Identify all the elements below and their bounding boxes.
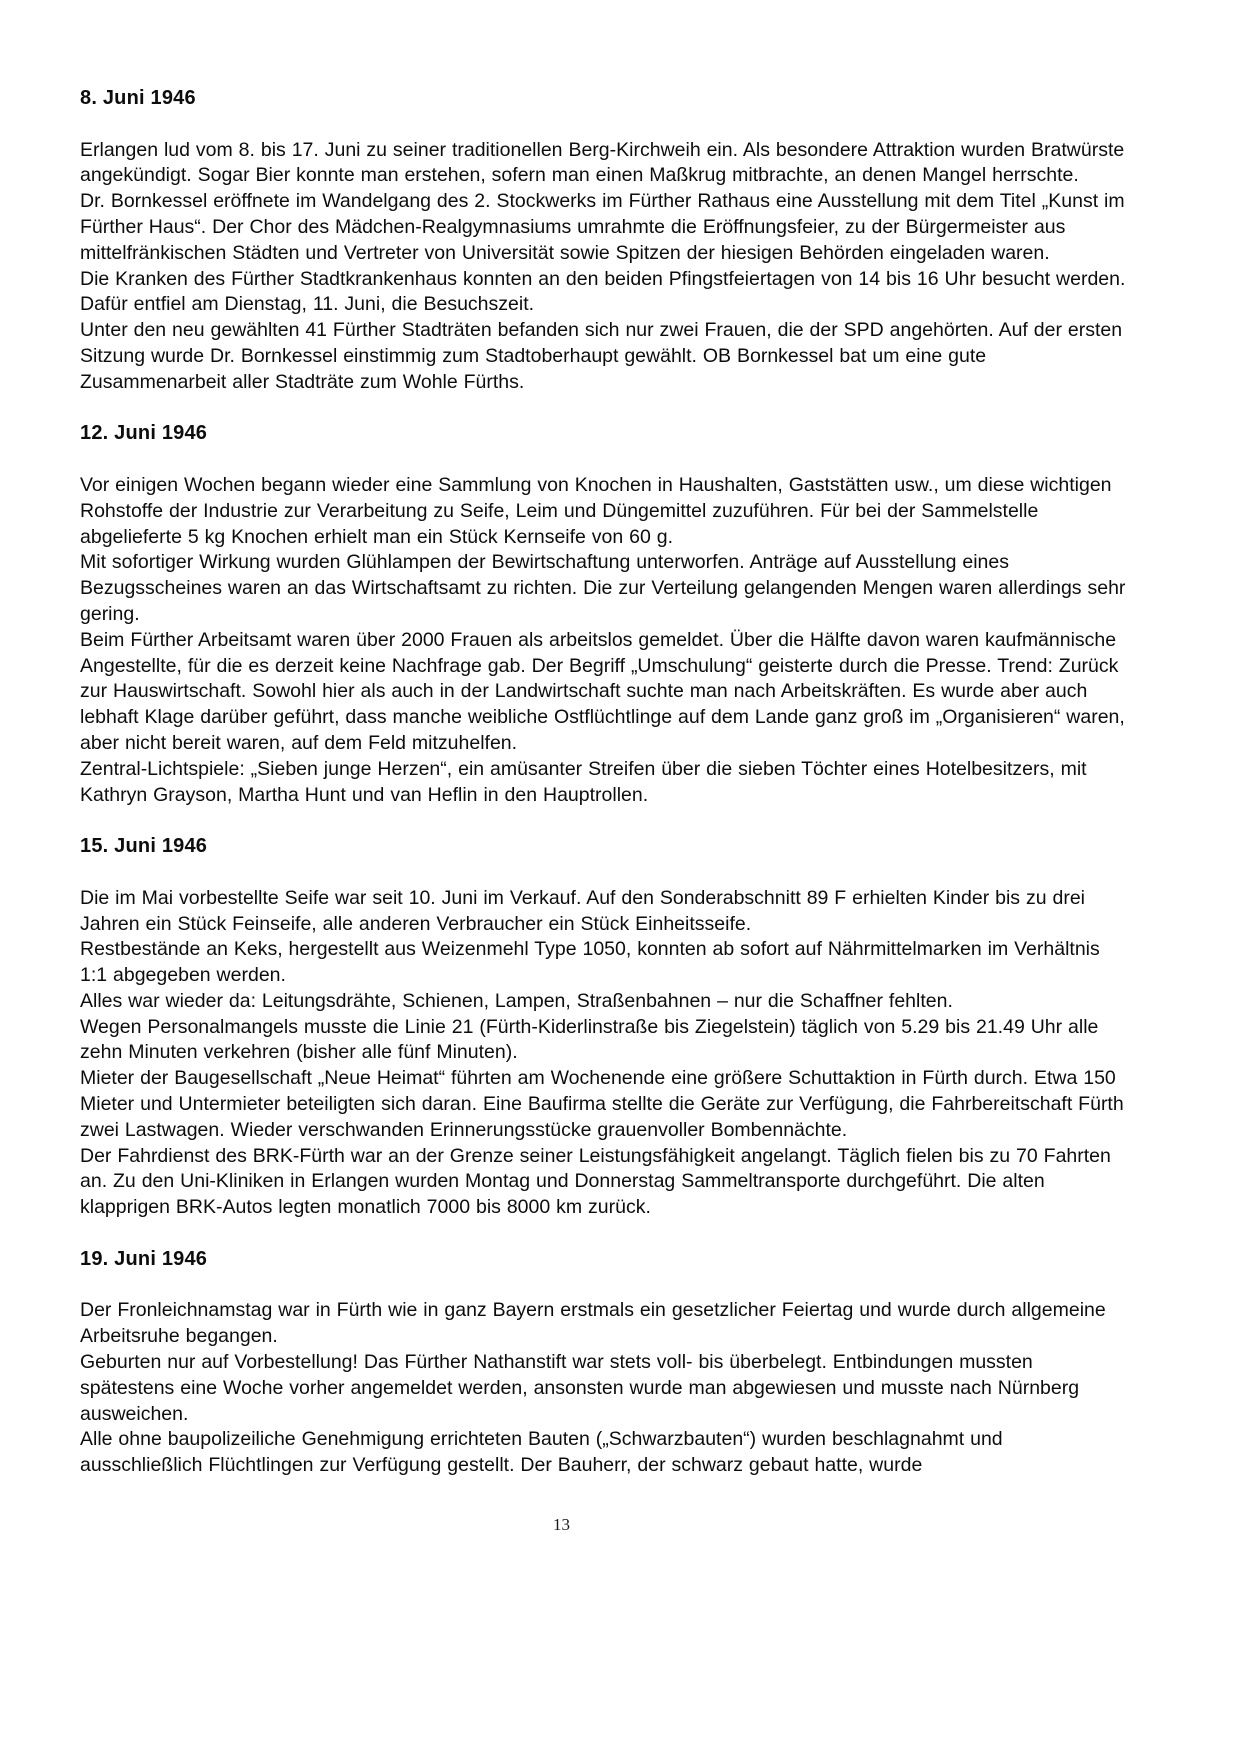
paragraph: Alles war wieder da: Leitungsdrähte, Schienen, Lampen, Straßenbahnen – nur die Schaffner fehlten. <box>80 989 953 1012</box>
paragraph: Unter den neu gewählten 41 Fürther Stadträten befanden sich nur zwei Frauen, die der SPD angehörten. Auf der ersten Sitzung wurde Dr. Bornkessel einstimmig zum Stadtoberhaupt gewählt. OB Bornkessel bat um eine gute Zusammenarbeit aller Stadträte zum Wohle Fürths. <box>80 319 1123 393</box>
section-12-juni-1946 <box>80 421 1131 808</box>
section-heading: 12. Juni 1946 <box>80 422 208 445</box>
paragraph: Die Kranken des Fürther Stadtkrankenhaus konnten an den beiden Pfingstfeiertagen von 14 bis 16 Uhr besucht werden. Dafür entfiel am Dienstag, 11. Juni, die Besuchszeit. <box>80 267 1126 316</box>
page-number: 13 <box>553 1515 570 1535</box>
section-heading: 15. Juni 1946 <box>80 835 208 858</box>
page-footer <box>80 1515 1131 1535</box>
paragraph: Alle ohne baupolizeiliche Genehmigung errichteten Bauten („Schwarzbauten“) wurden beschlagnahmt und ausschließlich Flüchtlingen zur Verfügung gestellt. Der Bauherr, der schwarz gebaut hatte, wurde <box>80 1428 1003 1477</box>
paragraph: Der Fahrdienst des BRK-Fürth war an der Grenze seiner Leistungsfähigkeit angelangt. Täglich fielen bis zu 70 Fahrten an. Zu den Uni-Kliniken in Erlangen wurden Montag und Donnerstag Sammeltransporte durchgeführt. Die alten klapprigen BRK-Autos legten monatlich 7000 bis 8000 km zurück. <box>80 1144 1111 1219</box>
section-15-juni-1946 <box>80 834 1131 1221</box>
paragraph: Vor einigen Wochen begann wieder eine Sammlung von Knochen in Haushalten, Gaststätten usw., um diese wichtigen Rohstoffe der Industrie zur Verarbeitung zu Seife, Leim und Düngemittel zuzuführen. Für bei der Sammelstelle abgelieferte 5 kg Knochen erhielt man ein Stück Kernseife von 60 g. <box>80 473 1112 548</box>
paragraph: Mieter der Baugesellschaft „Neue Heimat“ führten am Wochenende eine größere Schuttaktion in Fürth durch. Etwa 150 Mieter und Untermieter beteiligten sich daran. Eine Baufirma stellte die Geräte zur Verfügung, die Fahrbereitschaft Fürth zwei Lastwagen. Wieder verschwanden Erinnerungsstücke grauenvoller Bombennächte. <box>80 1067 1124 1141</box>
paragraph: Der Fronleichnamstag war in Fürth wie in ganz Bayern erstmals ein gesetzlicher Feiertag und wurde durch allgemeine Arbeitsruhe begangen. <box>80 1299 1106 1348</box>
paragraph: Dr. Bornkessel eröffnete im Wandelgang des 2. Stockwerks im Fürther Rathaus eine Ausstellung mit dem Titel „Kunst im Fürther Haus“. Der Chor des Mädchen-Realgymnasiums umrahmte die Eröffnungsfeier, zu der Bürgermeister aus mittelfränkischen Städten und Vertreter von Universität sowie Spitzen der hiesigen Behörden eingeladen waren. <box>80 190 1125 264</box>
paragraph: Geburten nur auf Vorbestellung! Das Fürther Nathanstift war stets voll- bis überbelegt. Entbindungen mussten spätestens eine Woche vorher angemeldet werden, ansonsten wurde man abgewiesen und musste nach Nürnberg ausweichen. <box>80 1351 1080 1425</box>
section-8-juni-1946 <box>80 86 1131 396</box>
paragraph: Wegen Personalmangels musste die Linie 21 (Fürth-Kiderlinstraße bis Ziegelstein) täglich von 5.29 bis 21.49 Uhr alle zehn Minuten verkehren (bisher alle fünf Minuten). <box>80 1015 1099 1064</box>
paragraph: Die im Mai vorbestellte Seife war seit 10. Juni im Verkauf. Auf den Sonderabschnitt 89 F erhielten Kinder bis zu drei Jahren ein Stück Feinseife, alle anderen Verbraucher ein Stück Einheitsseife. <box>80 886 1086 935</box>
section-19-juni-1946 <box>80 1247 1131 1479</box>
paragraph: Mit sofortiger Wirkung wurden Glühlampen der Bewirtschaftung unterworfen. Anträge auf Ausstellung eines Bezugsscheines waren an das Wirtschaftsamt zu richten. Die zur Verteilung gelangenden Mengen waren allerdings sehr gering. <box>80 551 1126 625</box>
paragraph: Beim Fürther Arbeitsamt waren über 2000 Frauen als arbeitslos gemeldet. Über die Hälfte davon waren kaufmännische Angestellte, für die es derzeit keine Nachfrage gab. Der Begriff „Umschulung“ geisterte durch die Presse. Trend: Zurück zur Hauswirtschaft. Sowohl hier als auch in der Landwirtschaft suchte man nach Arbeitskräften. Es wurde aber auch lebhaft Klage darüber geführt, dass manche weibliche Ostflüchtlinge auf dem Lande ganz groß im „Organisieren“ waren, aber nicht bereit waren, auf dem Feld mitzuhelfen. <box>80 628 1125 754</box>
paragraph: Zentral-Lichtspiele: „Sieben junge Herzen“, ein amüsanter Streifen über die sieben Töchter eines Hotelbesitzers, mit Kathryn Grayson, Martha Hunt und van Heflin in den Hauptrollen. <box>80 757 1087 806</box>
section-heading: 19. Juni 1946 <box>80 1247 208 1270</box>
paragraph: Erlangen lud vom 8. bis 17. Juni zu seiner traditionellen Berg-Kirchweih ein. Als besondere Attraktion wurden Bratwürste angekündigt. Sogar Bier konnte man erstehen, sofern man einen Maßkrug mitbrachte, an denen Mangel herrschte. <box>80 138 1125 187</box>
paragraph: Restbestände an Keks, hergestellt aus Weizenmehl Type 1050, konnten ab sofort auf Nährmittelmarken im Verhältnis 1:1 abgegeben werden. <box>80 938 1100 987</box>
section-heading: 8. Juni 1946 <box>80 87 196 109</box>
